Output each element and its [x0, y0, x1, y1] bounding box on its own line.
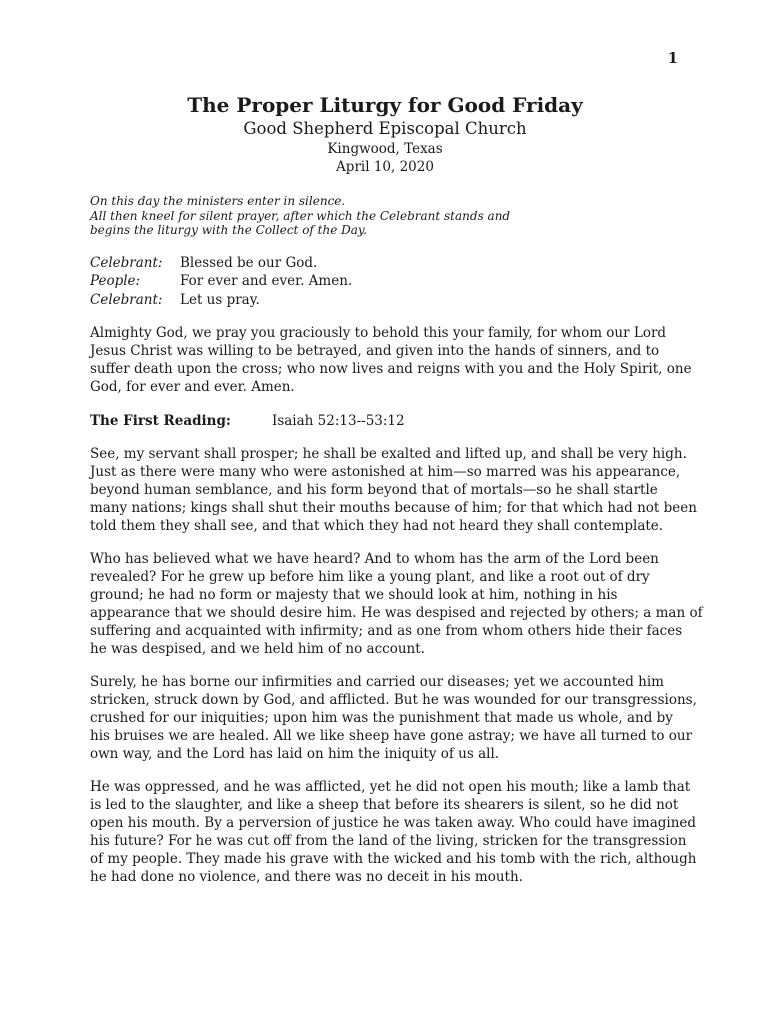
reading-paragraph: [90, 778, 697, 886]
text-line: appearance that we should desire him. He was despised and rejected by others; a man of: [90, 605, 703, 621]
text-line: many nations; kings shall shut their mouths because of him; for that which had not been: [90, 500, 697, 516]
reading-paragraph: [90, 550, 703, 658]
text-line: He was oppressed, and he was afflicted, yet he did not open his mouth; like a lamb that: [90, 779, 691, 795]
reading-paragraph: [90, 673, 697, 763]
text-line: suffer death upon the cross; who now lives and reigns with you and the Holy Spirit, one: [90, 361, 692, 377]
dialogue-speaker: Celebrant:: [90, 254, 163, 271]
dialogue-text: Blessed be our God.: [180, 254, 318, 271]
service-date: April 10, 2020: [336, 159, 434, 175]
reading-heading: [90, 412, 680, 430]
reading-paragraph: [90, 445, 697, 535]
opening-dialogue: [90, 254, 680, 310]
text-line: he had done no violence, and there was no deceit in his mouth.: [90, 869, 523, 885]
text-line: open his mouth. By a perversion of justice he was taken away. Who could have imagined: [90, 815, 697, 831]
text-line: Jesus Christ was willing to be betrayed, and given into the hands of sinners, and to: [90, 343, 660, 359]
text-line: Surely, he has borne our infirmities and carried our diseases; yet we accounted him: [90, 674, 664, 690]
text-line: suffering and acquainted with infirmity; and as one from whom others hide their faces: [90, 623, 683, 639]
rubric-line: On this day the ministers enter in silence.: [90, 194, 346, 208]
text-line: God, for ever and ever. Amen.: [90, 379, 295, 395]
text-line: beyond human semblance, and his form beyond that of mortals—so he shall startle: [90, 482, 658, 498]
opening-rubric: [90, 194, 680, 238]
reading-label: The First Reading:: [90, 413, 231, 429]
text-line: Almighty God, we pray you graciously to behold this your family, for whom our Lord: [90, 325, 667, 341]
text-line: his bruises we are healed. All we like sheep have gone astray; we have all turned to our: [90, 728, 693, 744]
text-line: crushed for our iniquities; upon him was the punishment that made us whole, and by: [90, 710, 673, 726]
document-title: The Proper Liturgy for Good Friday: [187, 93, 583, 117]
text-line: ground; he had no form or majesty that we should look at him, nothing in his: [90, 587, 618, 603]
rubric-line: All then kneel for silent prayer, after which the Celebrant stands and: [90, 208, 511, 223]
reading-citation: Isaiah 52:13--53:12: [272, 413, 405, 429]
dialogue-row: [90, 254, 680, 273]
text-line: of my people. They made his grave with the wicked and his tomb with the rich, although: [90, 851, 697, 867]
church-location: Kingwood, Texas: [327, 141, 443, 157]
text-line: See, my servant shall prosper; he shall be exalted and lifted up, and shall be very high.: [90, 446, 687, 462]
text-line: he was despised, and we held him of no account.: [90, 641, 425, 657]
dialogue-text: For ever and ever. Amen.: [180, 273, 353, 289]
collect-of-the-day: [90, 324, 692, 396]
rubric-line: begins the liturgy with the Collect of the Day.: [90, 223, 367, 237]
dialogue-row: [90, 291, 680, 310]
text-line: Just as there were many who were astonished at him—so marred was his appearance,: [90, 464, 681, 480]
text-line: is led to the slaughter, and like a sheep that before its shearers is silent, so he did not: [90, 797, 679, 813]
text-line: told them they shall see, and that which they had not heard they shall contemplate.: [90, 518, 664, 534]
page-content: [90, 92, 703, 886]
dialogue-speaker: People:: [90, 273, 141, 289]
text-line: own way, and the Lord has laid on him the iniquity of us all.: [90, 746, 500, 762]
text-line: his future? For he was cut off from the land of the living, stricken for the transgression: [90, 833, 687, 849]
page-number: 1: [667, 49, 678, 67]
text-line: revealed? For he grew up before him like a young plant, and like a root out of dry: [90, 569, 650, 585]
dialogue-text: Let us pray.: [180, 291, 260, 308]
dialogue-speaker: Celebrant:: [90, 291, 163, 308]
text-line: Who has believed what we have heard? And to whom has the arm of the Lord been: [90, 551, 659, 567]
dialogue-row: [90, 272, 680, 291]
church-name: Good Shepherd Episcopal Church: [243, 119, 527, 138]
text-line: stricken, struck down by God, and afflicted. But he was wounded for our transgressions,: [90, 692, 697, 708]
